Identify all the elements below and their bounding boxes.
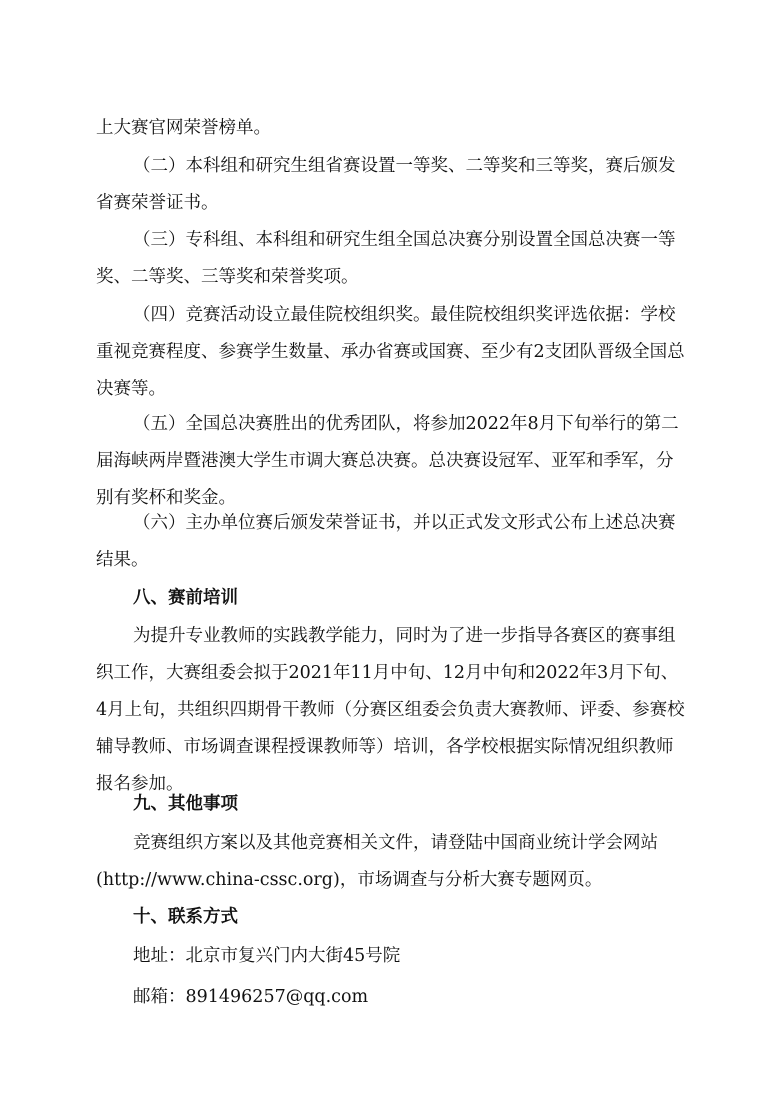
paragraph-organization-award: （四）竞赛活动设立最佳院校组织奖。最佳院校组织奖评选依据：学校重视竞赛程度、参赛学生数量、承办省赛或国赛、至少有2支团队晋级全国总决赛等。: [96, 305, 685, 399]
paragraph-continuation: 上大赛官网荣誉榜单。: [96, 118, 271, 138]
paragraph-certificate: （六）主办单位赛后颁发荣誉证书，并以正式发文形式公布上述总决赛结果。: [96, 513, 676, 570]
paragraph-other: 竞赛组织方案以及其他竞赛相关文件，请登陆中国商业统计学会网站(http://www.china-cssc.org)，市场调查与分析大赛专题网页。: [96, 833, 658, 890]
section-heading-training: 八、赛前培训: [133, 588, 238, 608]
paragraph-cross-strait-final: （五）全国总决赛胜出的优秀团队，将参加2022年8月下旬举行的第二届海峡两岸暨港澳大学生市调大赛总决赛。总决赛设冠军、亚军和季军，分别有奖杯和奖金。: [96, 414, 679, 508]
contact-email: 邮箱：891496257@qq.com: [133, 987, 369, 1007]
paragraph-training: 为提升专业教师的实践教学能力，同时为了进一步指导各赛区的赛事组织工作，大赛组委会拟于2021年11月中旬、12月中旬和2022年3月下旬、4月上旬，共组织四期骨干教师（分赛区组委会负责大赛教师、评委、参赛校辅导教师、市场调查课程授课教师等）培训，各学校根据实际情况组织教师报名参加。: [96, 626, 685, 794]
section-heading-contact: 十、联系方式: [133, 907, 238, 927]
contact-address: 地址：北京市复兴门内大街45号院: [133, 946, 401, 966]
paragraph-award-national: （三）专科组、本科组和研究生组全国总决赛分别设置全国总决赛一等奖、二等奖、三等奖和荣誉奖项。: [96, 230, 676, 287]
paragraph-award-provincial: （二）本科组和研究生组省赛设置一等奖、二等奖和三等奖，赛后颁发省赛荣誉证书。: [96, 156, 676, 213]
section-heading-other: 九、其他事项: [133, 794, 238, 814]
